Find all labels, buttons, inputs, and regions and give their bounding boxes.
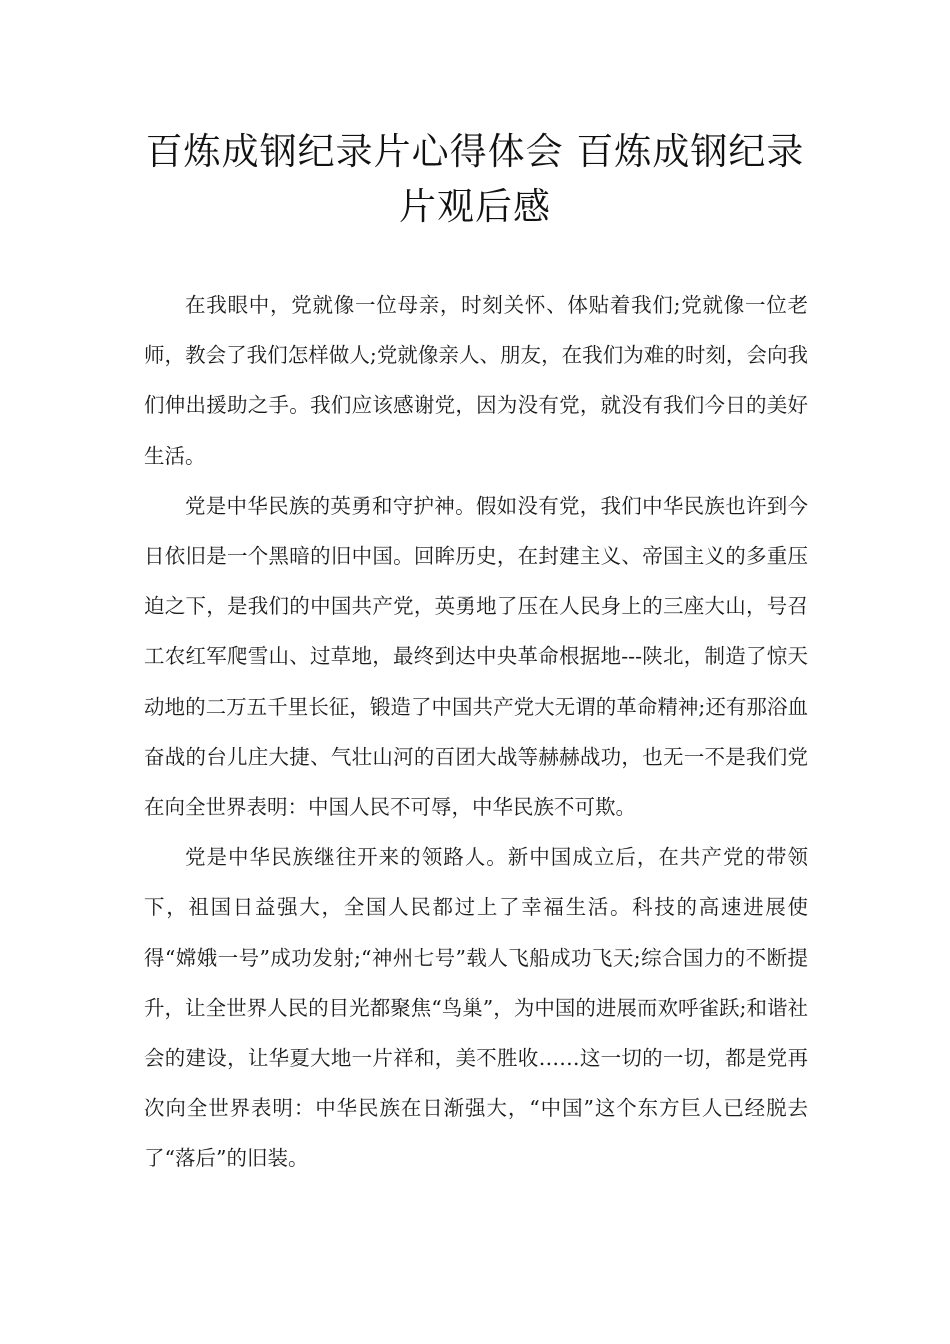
document-body	[144, 280, 808, 1184]
paragraph-3: 党是中华民族继往开来的领路人。新中国成立后，在共产党的带领下，祖国日益强大，全国人民都过上了幸福生活。科技的高速进展使得“嫦娥一号”成功发射;“神州七号”载人飞船成功飞天;综合国力的不断提升，让全世界人民的目光都聚焦“鸟巢”，为中国的进展而欢呼雀跃;和谐社会的建设，让华夏大地一片祥和，美不胜收……这一切的一切，都是党再次向全世界表明：中华民族在日渐强大，“中国”这个东方巨人已经脱去了“落后”的旧装。	[144, 845, 808, 1171]
document-title: 百炼成钢纪录片心得体会 百炼成钢纪录片观后感	[145, 130, 805, 228]
paragraph-2: 党是中华民族的英勇和守护神。假如没有党，我们中华民族也许到今日依旧是一个黑暗的旧中国。回眸历史，在封建主义、帝国主义的多重压迫之下，是我们的中国共产党，英勇地了压在人民身上的三座大山，号召工农红军爬雪山、过草地，最终到达中央革命根据地---陕北，制造了惊天动地的二万五千里长征，锻造了中国共产党大无谓的革命精神;还有那浴血奋战的台儿庄大捷、气壮山河的百团大战等赫赫战功，也无一不是我们党在向全世界表明：中国人民不可辱，中华民族不可欺。	[144, 493, 808, 820]
paragraph-1: 在我眼中，党就像一位母亲，时刻关怀、体贴着我们;党就像一位老师，教会了我们怎样做人;党就像亲人、朋友，在我们为难的时刻，会向我们伸出援助之手。我们应该感谢党，因为没有党，就没有我们今日的美好生活。	[144, 293, 808, 468]
